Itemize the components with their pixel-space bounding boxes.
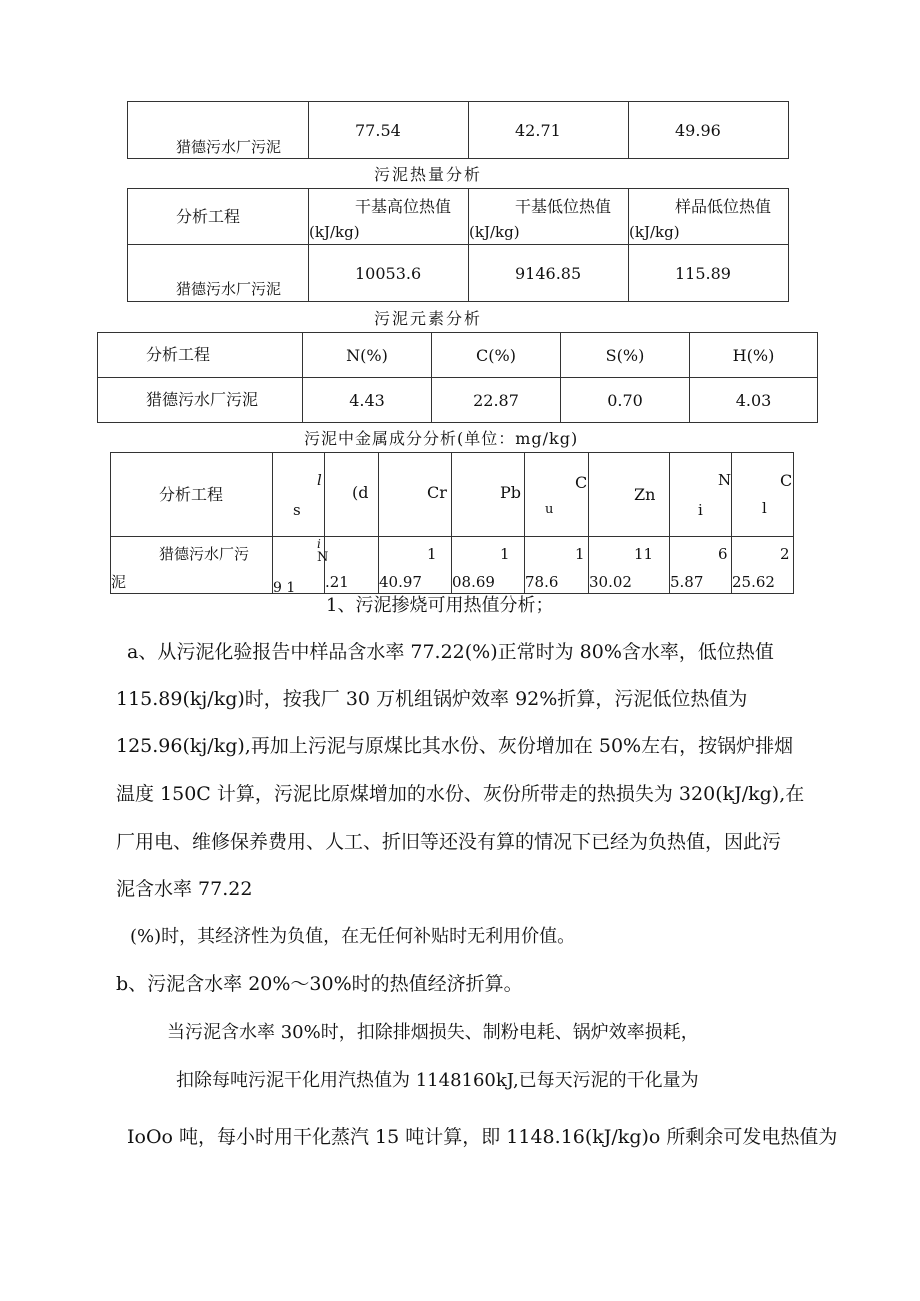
- header-cell: [111, 453, 273, 537]
- caption-element-analysis: 污泥元素分析: [374, 309, 483, 328]
- paragraph-line: 115.89(kj/kg)时，按我厂 30 万机组锅炉效率 92%折算，污泥低位热值为: [116, 688, 748, 710]
- caption-heat-analysis: 污泥热量分析: [374, 165, 483, 184]
- paragraph-line: (%)时，其经济性为负值，在无任何补贴时无利用价值。: [130, 926, 576, 947]
- cell-value: 0.70: [561, 378, 690, 423]
- sample-name: 猎德污水厂污: [159, 545, 250, 563]
- header-cell: N(%): [303, 333, 432, 378]
- header-fragment: (d: [352, 483, 369, 502]
- header-unit: (kJ/kg): [309, 223, 360, 241]
- header-label: 干基低位热值: [515, 197, 612, 216]
- cell-value: [309, 245, 469, 302]
- cell-value-cd: [325, 537, 379, 594]
- header-fragment: C: [575, 473, 588, 492]
- value-fragment: 1: [500, 545, 510, 563]
- header-label: 干基高位热值: [355, 197, 452, 216]
- header-label: 分析工程: [146, 345, 211, 364]
- cell-value-zn: [589, 537, 670, 594]
- cell-value: [629, 102, 789, 159]
- sample-name: 猎德污水厂污泥: [176, 138, 282, 156]
- header-cell-cd: [325, 453, 379, 537]
- cell-value: 4.03: [690, 378, 818, 423]
- cell-value-as: [273, 537, 329, 596]
- cell-value: 22.87: [432, 378, 561, 423]
- cell-sample-name: [128, 102, 309, 159]
- cell-sample-name: [98, 378, 303, 423]
- cell-value-cr: [379, 537, 452, 594]
- value-fragment: 1: [427, 545, 437, 563]
- table-row: [98, 378, 818, 423]
- sample-name-wrap: 泥: [111, 573, 127, 591]
- header-fragment: l: [317, 471, 322, 489]
- header-fragment: i: [698, 501, 703, 519]
- section-heading: 1、污泥掺烧可用热值分析；: [326, 595, 554, 616]
- header-cell: [309, 189, 469, 245]
- value-fragment: 1: [575, 545, 585, 563]
- value: 10053.6: [355, 264, 422, 283]
- header-fragment: u: [545, 502, 554, 517]
- header-fragment: C: [780, 471, 793, 490]
- paragraph-line: 泥含水率 77.22: [116, 878, 253, 900]
- value-fragment: 30.02: [589, 573, 632, 591]
- paragraph-line: a、从污泥化验报告中样品含水率 77.22(%)正常时为 80%含水率，低位热值: [127, 641, 774, 663]
- paragraph-line: 扣除每吨污泥干化用汽热值为 1148160kJ,已每天污泥的干化量为: [176, 1070, 699, 1091]
- sample-name: 猎德污水厂污泥: [176, 280, 282, 298]
- table-row: [128, 245, 789, 302]
- value-fragment: 5.87: [670, 573, 704, 591]
- value: 49.96: [675, 121, 721, 140]
- header-cell-zn: [589, 453, 670, 537]
- value-fragment: .21: [325, 573, 349, 591]
- table-row: [111, 537, 794, 594]
- header-unit: (kJ/kg): [469, 223, 520, 241]
- header-label: 分析工程: [159, 485, 224, 504]
- header-cell: [128, 189, 309, 245]
- cell-value: [629, 245, 789, 302]
- header-cell-pb: [452, 453, 525, 537]
- value: 115.89: [675, 264, 731, 283]
- header-cell-ni: [670, 453, 732, 537]
- value-fragment: 78.6: [525, 573, 559, 591]
- paragraph-line: 当污泥含水率 30%时，扣除排烟损失、制粉电耗、锅炉效率损耗，: [167, 1022, 699, 1043]
- element-analysis-table: [97, 332, 818, 423]
- value-fragment: i: [317, 537, 321, 551]
- header-fragment: l: [762, 499, 767, 517]
- header-fragment: s: [293, 501, 301, 519]
- cell-value: [469, 245, 629, 302]
- value: 42.71: [515, 121, 561, 140]
- header-cell: [629, 189, 789, 245]
- paragraph-line: 125.96(kj/kg),再加上污泥与原煤比其水份、灰份增加在 50%左右，按锅炉排烟: [116, 735, 794, 757]
- header-unit: (kJ/kg): [629, 223, 680, 241]
- header-fragment: N: [718, 471, 732, 489]
- paragraph-line: IoOo 吨，每小时用干化蒸汽 15 吨计算，即 1148.16(kJ/kg)o 所剩余可发电热值为: [127, 1126, 838, 1148]
- cell-value: [309, 102, 469, 159]
- cell-sample-name: [111, 537, 273, 594]
- table-header-row: [128, 189, 789, 245]
- caption-metal-analysis: 污泥中金属成分分析(单位：mg/kg): [304, 429, 579, 448]
- value-fragment: 08.69: [452, 573, 495, 591]
- value-fragment: 25.62: [732, 573, 775, 591]
- value-fragment: 9 1: [273, 580, 296, 596]
- table-row: [128, 102, 789, 159]
- cell-value-cl: [732, 537, 794, 594]
- cell-value-ni: [670, 537, 732, 594]
- table-header-row: [98, 333, 818, 378]
- header-cell: H(%): [690, 333, 818, 378]
- table-header-row: [111, 453, 794, 537]
- table-top-fragment: [127, 101, 789, 159]
- heat-analysis-table: [127, 188, 789, 302]
- cell-value-cu: [525, 537, 589, 594]
- header-fragment: Cr: [427, 483, 447, 502]
- header-label: 分析工程: [176, 207, 241, 226]
- header-cell: C(%): [432, 333, 561, 378]
- value-fragment: 2: [780, 545, 790, 563]
- header-cell-cr: [379, 453, 452, 537]
- metal-analysis-table: [110, 452, 794, 594]
- header-fragment: Zn: [634, 485, 656, 504]
- cell-sample-name: [128, 245, 309, 302]
- header-cell-as: [273, 453, 325, 537]
- paragraph-line: 厂用电、维修保养费用、人工、折旧等还没有算的情况下已经为负热值，因此污: [116, 831, 782, 853]
- cell-value-pb: [452, 537, 525, 594]
- header-cell-cl: [732, 453, 794, 537]
- header-fragment: Pb: [500, 483, 522, 502]
- sample-name: 猎德污水厂污泥: [146, 390, 259, 409]
- paragraph-line: b、污泥含水率 20%～30%时的热值经济折算。: [116, 973, 523, 995]
- value-fragment: 11: [634, 545, 654, 563]
- value: 77.54: [355, 121, 401, 140]
- cell-value: 4.43: [303, 378, 432, 423]
- header-label: 样品低位热值: [675, 197, 772, 216]
- value-fragment: 6: [718, 545, 728, 563]
- header-cell: S(%): [561, 333, 690, 378]
- value-fragment: 40.97: [379, 573, 422, 591]
- header-cell-cu: [525, 453, 589, 537]
- value: 9146.85: [515, 264, 582, 283]
- cell-value: [469, 102, 629, 159]
- paragraph-line: 温度 150C 计算，污泥比原煤增加的水份、灰份所带走的热损失为 320(kJ/kg),在: [116, 783, 805, 805]
- header-cell: [469, 189, 629, 245]
- header-cell: [98, 333, 303, 378]
- value-fragment: N: [317, 550, 329, 565]
